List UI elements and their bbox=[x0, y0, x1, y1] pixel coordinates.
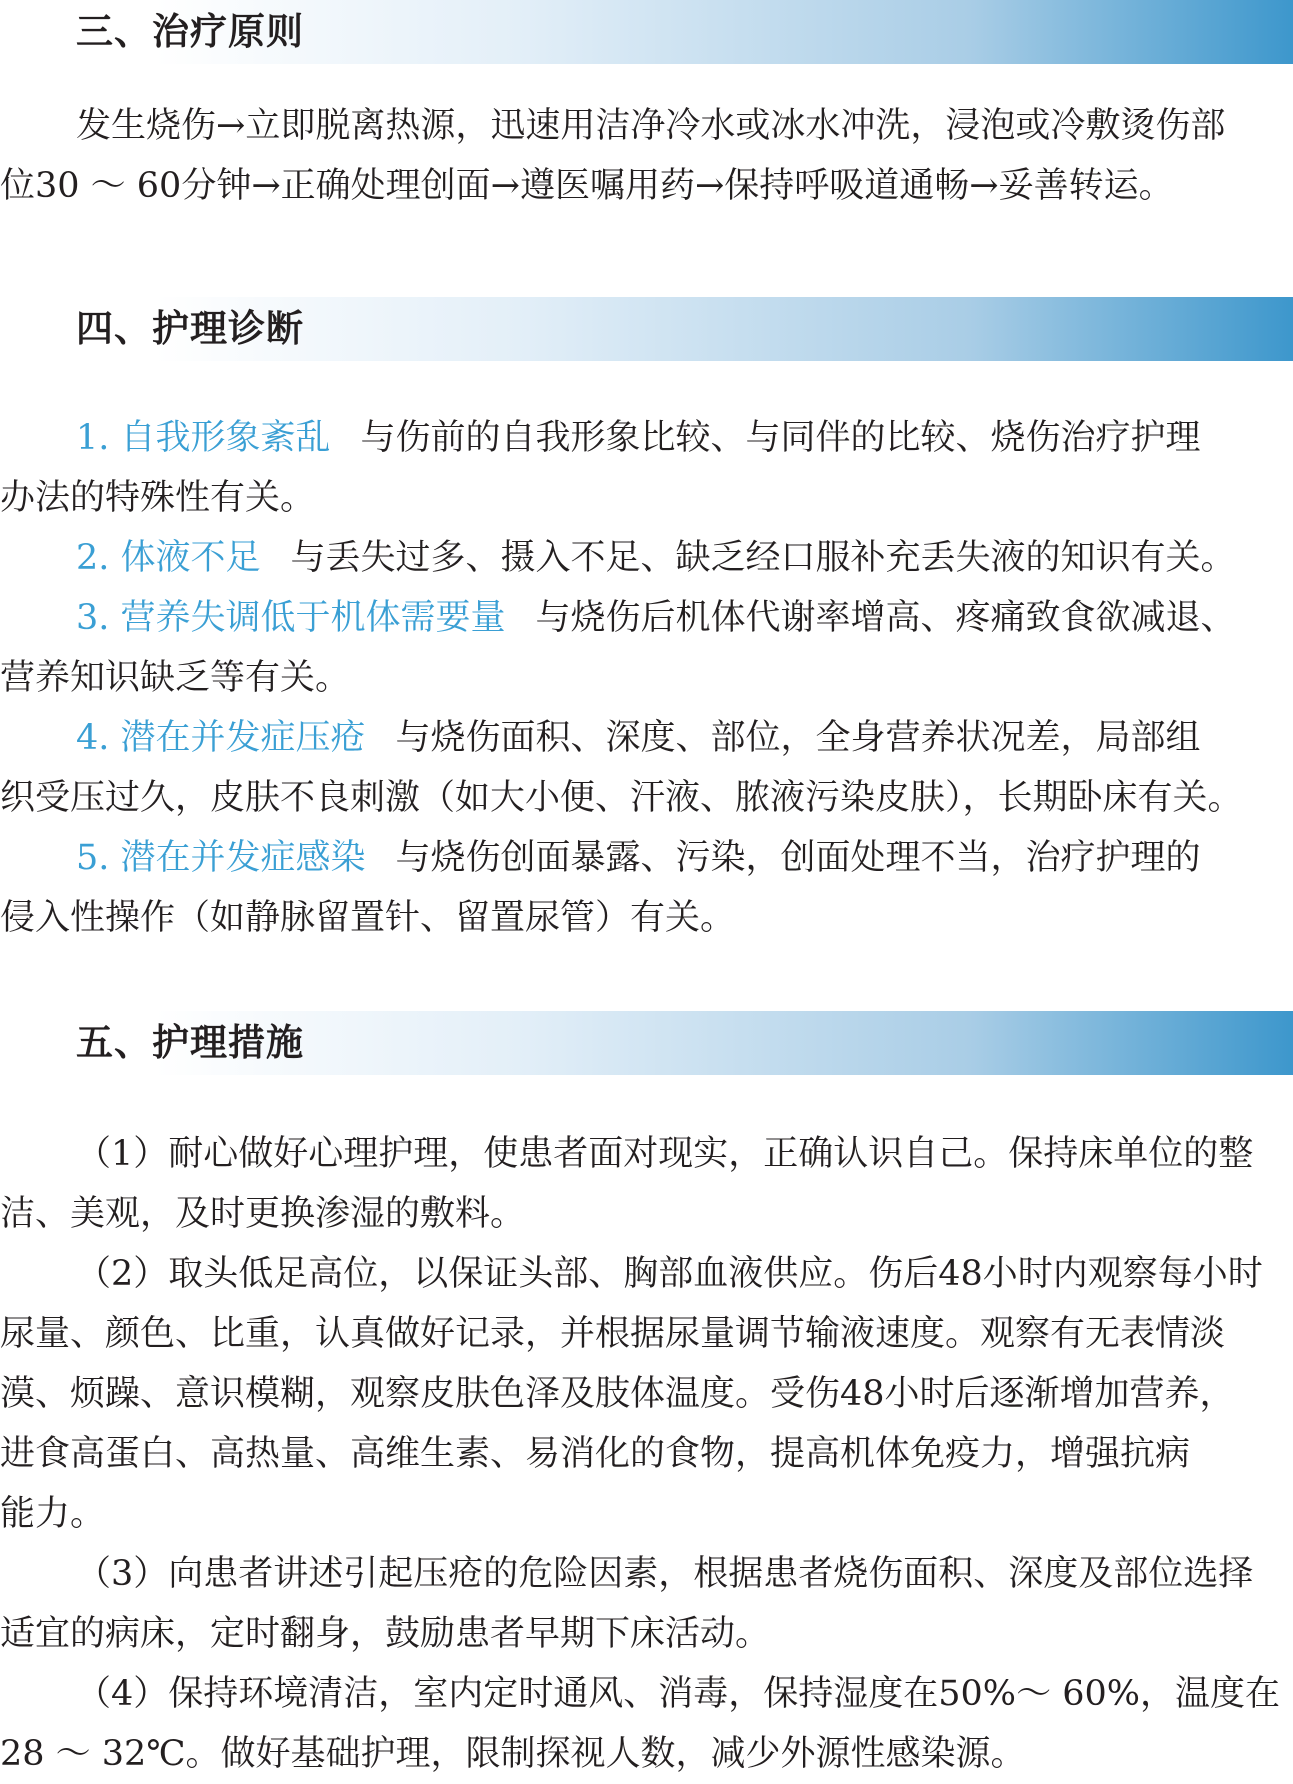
section-header-nursing-measures bbox=[0, 1011, 1293, 1075]
diagnosis-label: 5. 潜在并发症感染 bbox=[76, 838, 366, 878]
nursing-measures-paragraphs bbox=[0, 1124, 1290, 1784]
measure-line: 28 ～ 32℃。做好基础护理，限制探视人数，减少外源性感染源。 bbox=[0, 1734, 1026, 1774]
diagnosis-item bbox=[0, 588, 1290, 648]
diagnosis-text: 与丢失过多、摄入不足、缺乏经口服补充丢失液的知识有关。 bbox=[290, 538, 1236, 578]
diagnosis-label: 3. 营养失调低于机体需要量 bbox=[76, 598, 506, 638]
section-header-nursing-diagnosis bbox=[0, 297, 1293, 361]
measure-line: （2）取头低足高位，以保证头部、胸部血液供应。伤后48小时内观察每小时 bbox=[76, 1254, 1263, 1294]
diagnosis-label: 2. 体液不足 bbox=[76, 538, 261, 578]
treatment-principles-paragraph bbox=[0, 96, 1290, 216]
measure-line: 洁、美观，及时更换渗湿的敷料。 bbox=[0, 1194, 526, 1234]
diagnosis-text-continued: 营养知识缺乏等有关。 bbox=[0, 658, 351, 698]
section-title: 三、治疗原则 bbox=[76, 10, 304, 53]
section-title: 四、护理诊断 bbox=[76, 307, 304, 350]
diagnosis-item bbox=[0, 528, 1290, 588]
measure-line: （3）向患者讲述引起压疮的危险因素，根据患者烧伤面积、深度及部位选择 bbox=[76, 1554, 1254, 1594]
diagnosis-item bbox=[0, 408, 1290, 468]
diagnosis-text: 与烧伤面积、深度、部位，全身营养状况差，局部组 bbox=[395, 718, 1201, 758]
measure-line: 能力。 bbox=[0, 1494, 106, 1534]
diagnosis-label: 4. 潜在并发症压疮 bbox=[76, 718, 366, 758]
diagnosis-label: 1. 自我形象紊乱 bbox=[76, 418, 331, 458]
measure-line: 尿量、颜色、比重，认真做好记录，并根据尿量调节输液速度。观察有无表情淡 bbox=[0, 1314, 1226, 1354]
paragraph-line: 发生烧伤→立即脱离热源，迅速用洁净冷水或冰水冲洗，浸泡或冷敷烫伤部 bbox=[76, 106, 1226, 146]
measure-line: （4）保持环境清洁，室内定时通风、消毒，保持湿度在50%～ 60%，温度在 bbox=[76, 1674, 1280, 1714]
diagnosis-text-continued: 织受压过久，皮肤不良刺激（如大小便、汗液、脓液污染皮肤），长期卧床有关。 bbox=[0, 778, 1243, 818]
measure-line: 进食高蛋白、高热量、高维生素、易消化的食物，提高机体免疫力，增强抗病 bbox=[0, 1434, 1191, 1474]
diagnosis-text-continued: 侵入性操作（如静脉留置针、留置尿管）有关。 bbox=[0, 898, 736, 938]
diagnosis-text: 与伤前的自我形象比较、与同伴的比较、烧伤治疗护理 bbox=[360, 418, 1201, 458]
diagnosis-text-continued: 办法的特殊性有关。 bbox=[0, 478, 316, 518]
measure-line: （1）耐心做好心理护理，使患者面对现实，正确认识自己。保持床单位的整 bbox=[76, 1134, 1254, 1174]
diagnosis-text: 与烧伤后机体代谢率增高、疼痛致食欲减退、 bbox=[535, 598, 1236, 638]
section-header-treatment-principles bbox=[0, 0, 1293, 64]
diagnosis-item bbox=[0, 708, 1290, 768]
diagnosis-item bbox=[0, 828, 1290, 888]
paragraph-line: 位30 ～ 60分钟→正确处理创面→遵医嘱用药→保持呼吸道通畅→妥善转运。 bbox=[0, 166, 1174, 206]
measure-line: 适宜的病床，定时翻身，鼓励患者早期下床活动。 bbox=[0, 1614, 771, 1654]
nursing-diagnosis-list bbox=[0, 408, 1290, 948]
section-title: 五、护理措施 bbox=[76, 1021, 304, 1064]
diagnosis-text: 与烧伤创面暴露、污染，创面处理不当，治疗护理的 bbox=[395, 838, 1201, 878]
measure-line: 漠、烦躁、意识模糊，观察皮肤色泽及肢体温度。受伤48小时后逐渐增加营养， bbox=[0, 1374, 1235, 1414]
